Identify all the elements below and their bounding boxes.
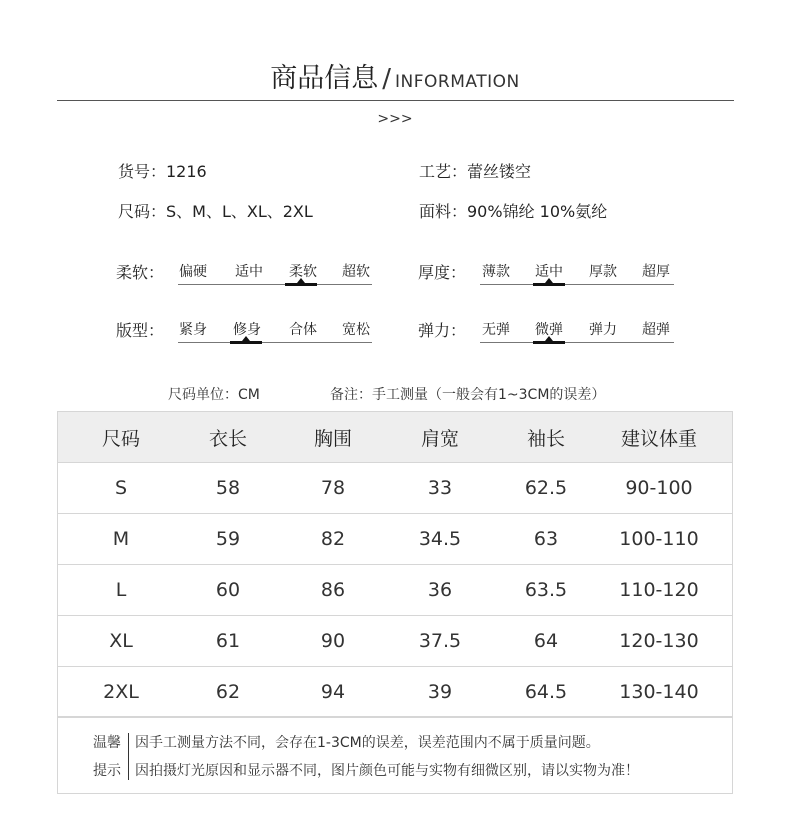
fit-scale-line xyxy=(178,342,372,343)
size-cell: XL xyxy=(109,630,133,652)
table-header-row xyxy=(58,412,732,462)
shoulder-cell: 34.5 xyxy=(418,528,462,550)
sleeve-cell: 63.5 xyxy=(524,579,568,601)
sleeve-cell: 64 xyxy=(533,630,559,652)
fit-scale xyxy=(178,319,372,339)
length-cell: 62 xyxy=(215,681,241,703)
title-slash: / xyxy=(382,64,392,94)
size-cell: S xyxy=(114,477,128,499)
elasticity-label: 弹力： xyxy=(418,321,467,340)
tips-line-1: 因手工测量方法不同，会存在1-3CM的误差，误差范围内不属于质量问题。 xyxy=(135,735,600,751)
craft-info: 工艺：蕾丝镂空 xyxy=(419,162,532,181)
header-shoulder: 肩宽 xyxy=(420,427,459,450)
size-cell: M xyxy=(112,528,130,550)
shoulder-cell: 36 xyxy=(427,579,453,601)
thickness-option: 适中 xyxy=(535,264,563,280)
size-list: 尺码：S、M、L、XL、2XL xyxy=(118,202,313,221)
measurement-remark: 备注：手工测量（一般会有1~3CM的误差） xyxy=(330,387,606,403)
shoulder-cell: 37.5 xyxy=(418,630,462,652)
fabric-info: 面料：90%锦纶 10%氨纶 xyxy=(419,202,608,221)
thickness-option: 厚款 xyxy=(589,264,617,280)
fit-option: 紧身 xyxy=(179,322,207,338)
thickness-option: 薄款 xyxy=(482,264,510,280)
table-row xyxy=(58,564,732,615)
title-divider xyxy=(57,100,734,101)
item-number: 货号：1216 xyxy=(118,162,207,181)
thickness-selected-marker xyxy=(533,283,565,286)
thickness-option: 超厚 xyxy=(642,264,670,280)
elasticity-option: 弹力 xyxy=(589,322,617,338)
size-unit-note: 尺码单位：CM xyxy=(168,387,260,403)
weight-cell: 130-140 xyxy=(619,681,699,703)
sleeve-cell: 63 xyxy=(533,528,559,550)
softness-scale xyxy=(178,261,372,281)
tips-box xyxy=(57,716,733,794)
table-row xyxy=(58,666,732,717)
tips-divider xyxy=(128,733,129,780)
table-row xyxy=(58,513,732,564)
table-row xyxy=(58,615,732,666)
fit-option: 宽松 xyxy=(342,322,370,338)
tips-label-bottom: 提示 xyxy=(93,763,121,779)
header-chest: 胸围 xyxy=(313,427,352,450)
table-row xyxy=(58,462,732,513)
softness-option: 偏硬 xyxy=(179,264,207,280)
elasticity-selected-marker xyxy=(533,341,565,344)
fit-option: 修身 xyxy=(233,322,261,338)
chest-cell: 78 xyxy=(320,477,346,499)
weight-cell: 90-100 xyxy=(625,477,693,499)
thickness-label: 厚度： xyxy=(418,263,467,282)
sleeve-cell: 62.5 xyxy=(524,477,568,499)
weight-cell: 100-110 xyxy=(619,528,699,550)
chest-cell: 94 xyxy=(320,681,346,703)
shoulder-cell: 33 xyxy=(427,477,453,499)
elasticity-scale-line xyxy=(480,342,674,343)
title-english: INFORMATION xyxy=(395,72,520,92)
title-chinese: 商品信息 xyxy=(270,63,379,94)
tips-label-top: 温馨 xyxy=(93,735,121,751)
elasticity-scale xyxy=(480,319,674,339)
fit-option: 合体 xyxy=(289,322,317,338)
size-table xyxy=(57,411,733,718)
elasticity-option: 微弹 xyxy=(535,322,563,338)
elasticity-option: 无弹 xyxy=(482,322,510,338)
page-title xyxy=(0,56,790,95)
chest-cell: 90 xyxy=(320,630,346,652)
length-cell: 61 xyxy=(215,630,241,652)
chest-cell: 86 xyxy=(320,579,346,601)
fit-selected-marker xyxy=(230,341,262,344)
weight-cell: 120-130 xyxy=(619,630,699,652)
header-sleeve: 袖长 xyxy=(526,427,565,450)
shoulder-cell: 39 xyxy=(427,681,453,703)
fit-label: 版型： xyxy=(116,321,165,340)
header-size: 尺码 xyxy=(101,427,140,450)
size-cell: L xyxy=(115,579,127,601)
length-cell: 59 xyxy=(215,528,241,550)
softness-selected-marker xyxy=(285,283,317,286)
tips-line-2: 因拍摄灯光原因和显示器不同，图片颜色可能与实物有细微区别，请以实物为准！ xyxy=(135,763,639,779)
thickness-scale-line xyxy=(480,284,674,285)
header-weight: 建议体重 xyxy=(620,427,697,450)
softness-scale-line xyxy=(178,284,372,285)
softness-option: 超软 xyxy=(342,264,370,280)
weight-cell: 110-120 xyxy=(619,579,699,601)
softness-option: 柔软 xyxy=(289,264,317,280)
header-length: 衣长 xyxy=(208,427,247,450)
size-cell: 2XL xyxy=(103,681,139,703)
elasticity-option: 超弹 xyxy=(642,322,670,338)
softness-option: 适中 xyxy=(235,264,263,280)
sleeve-cell: 64.5 xyxy=(524,681,568,703)
chest-cell: 82 xyxy=(320,528,346,550)
softness-label: 柔软： xyxy=(116,263,165,282)
arrows-decoration: >>> xyxy=(377,111,413,127)
length-cell: 60 xyxy=(215,579,241,601)
thickness-scale xyxy=(480,261,674,281)
length-cell: 58 xyxy=(215,477,241,499)
